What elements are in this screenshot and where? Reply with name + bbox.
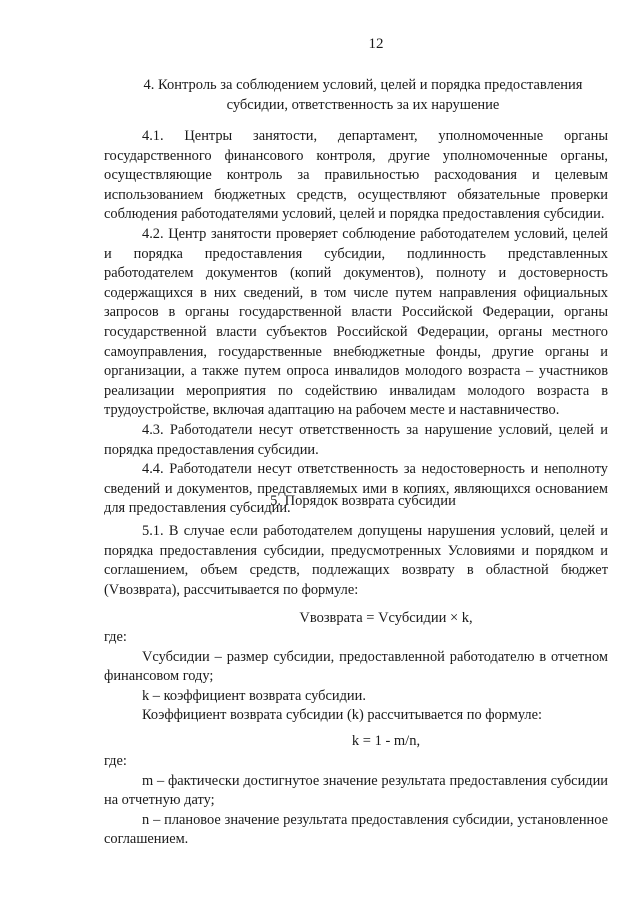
section-5-title: 5. Порядок возврата субсидии bbox=[270, 493, 456, 509]
section-4-title-line-2: субсидии, ответственность за их нарушение bbox=[226, 96, 500, 113]
section-4-title bbox=[108, 76, 618, 115]
where-label-2: где: bbox=[104, 753, 127, 769]
definition-n: n – плановое значение результата предоставления субсидии, установленное соглашением. bbox=[104, 811, 608, 848]
where-label-1: где: bbox=[104, 629, 127, 645]
section-5-intro bbox=[104, 522, 608, 600]
definition-k: k – коэффициент возврата субсидии. bbox=[142, 687, 366, 704]
paragraph-5-1: 5.1. В случае если работодателем допущены нарушения условий, целей и порядка предоставления субсидии, предусмотренных Условиями и порядком и соглашением, объем средств, подлежащих возврату в областной бюджет (Vвозврата), рассчитывается по формуле: bbox=[104, 523, 608, 598]
definition-v-subsidy: Vсубсидии – размер субсидии, предоставленной работодателю в отчетном финансовом году; bbox=[104, 648, 608, 685]
paragraph-4-1: 4.1. Центры занятости, департамент, уполномоченные органы государственного финансового контроля, другие уполномоченные органы, осуществляющие контроль за правильностью расходования и целевым использованием бюджетных средств, осуществляют обязательные проверки соблюдения работодателями условий, целей и порядка предоставления субсидии. bbox=[104, 128, 608, 223]
definition-m: m – фактически достигнутое значение результата предоставления субсидии на отчетную дату; bbox=[104, 772, 608, 809]
section-4-body bbox=[104, 127, 608, 519]
paragraph-4-4: 4.4. Работодатели несут ответственность за недостоверность и неполноту сведений и документов, представляемых ими в копиях, являющихся основанием для предоставления субсидии. bbox=[104, 461, 608, 517]
formula-v-return: Vвозврата = Vсубсидии × k, bbox=[299, 610, 473, 626]
formula-1-definitions bbox=[104, 628, 608, 726]
section-4-title-line-1: 4. Контроль за соблюдением условий, целей и порядка предоставления bbox=[143, 77, 583, 93]
formula-2-definitions bbox=[104, 752, 608, 850]
paragraph-4-3: 4.3. Работодатели несут ответственность за нарушение условий, целей и порядка предоставления субсидии. bbox=[104, 421, 608, 458]
page-number: 12 bbox=[368, 36, 384, 52]
formula-k: k = 1 - m/n, bbox=[351, 733, 421, 749]
paragraph-4-2: 4.2. Центр занятости проверяет соблюдение работодателем условий, целей и порядка предоставления субсидии, подлинность представленных работодателем документов (копий документов), полноту и достоверность содержащихся в них сведений, в том числе путем направления официальных запросов в органы государственной власти Российской Федерации, органы государственной власти субъектов Российской Федерации, органы местного самоуправления, государственные внебюджетные фонды, другие органы и организации, а также путем опроса инвалидов молодого возраста – участников реализации мероприятия по содействию инвалидам молодого возраста в трудоустройстве, включая адаптацию на рабочем месте и наставничество. bbox=[104, 225, 608, 419]
k-formula-intro: Коэффициент возврата субсидии (k) рассчитывается по формуле: bbox=[142, 707, 542, 724]
